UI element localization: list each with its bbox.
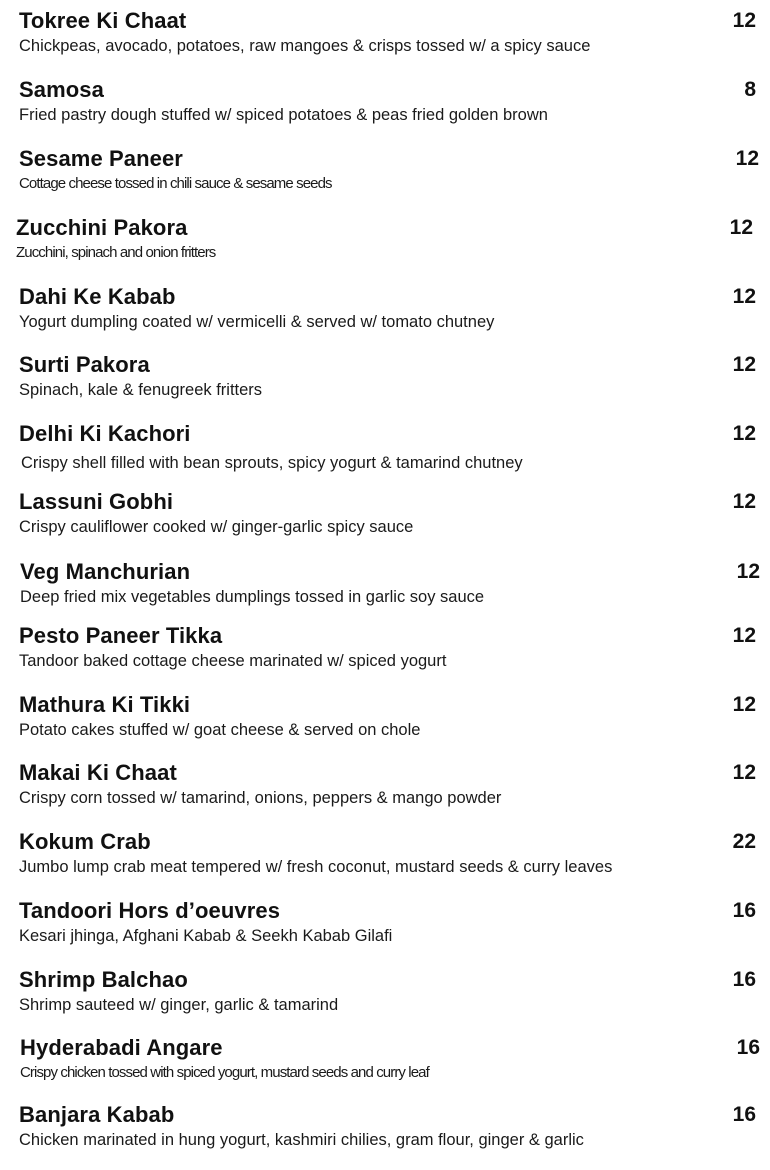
menu-item: [19, 489, 759, 549]
item-price: 16: [732, 968, 756, 991]
item-name: Makai Ki Chaat: [19, 760, 177, 785]
item-name: Tandoori Hors d’oeuvres: [19, 898, 281, 923]
item-description: Shrimp sauteed w/ ginger, garlic & tamarind: [19, 996, 339, 1014]
item-name: Tokree Ki Chaat: [19, 8, 187, 33]
menu-item: [19, 284, 759, 344]
item-description: Crispy cauliflower cooked w/ ginger-garlic spicy sauce: [19, 518, 414, 536]
item-price: 12: [732, 422, 756, 445]
item-description: Yogurt dumpling coated w/ vermicelli & served w/ tomato chutney: [19, 313, 495, 331]
item-description: Spinach, kale & fenugreek fritters: [19, 381, 263, 399]
item-description: Crispy chicken tossed with spiced yogurt, mustard seeds and curry leaf: [20, 1064, 429, 1081]
item-description: Crispy shell filled with bean sprouts, spicy yogurt & tamarind chutney: [21, 454, 523, 472]
item-name: Veg Manchurian: [20, 559, 191, 584]
item-name: Mathura Ki Tikki: [19, 692, 191, 717]
menu-item: [19, 146, 759, 206]
item-name: Banjara Kabab: [19, 1102, 175, 1127]
item-description: Potato cakes stuffed w/ goat cheese & served on chole: [19, 721, 421, 739]
item-name: Dahi Ke Kabab: [19, 284, 176, 309]
menu-item: [19, 760, 759, 820]
item-price: 12: [729, 216, 753, 239]
item-name: Hyderabadi Angare: [20, 1035, 223, 1060]
item-name: Sesame Paneer: [19, 146, 183, 171]
menu-item: [19, 967, 759, 1027]
item-price: 12: [732, 9, 756, 32]
item-price: 12: [732, 490, 756, 513]
item-description: Chicken marinated in hung yogurt, kashmiri chilies, gram flour, ginger & garlic: [19, 1131, 584, 1149]
menu-item: [19, 352, 759, 412]
menu-item: [19, 77, 759, 137]
item-price: 16: [736, 1036, 760, 1059]
item-price: 12: [732, 693, 756, 716]
item-description: Deep fried mix vegetables dumplings tossed in garlic soy sauce: [20, 588, 485, 606]
item-price: 12: [732, 624, 756, 647]
item-price: 12: [736, 560, 760, 583]
item-name: Pesto Paneer Tikka: [19, 623, 223, 648]
menu-item: [19, 8, 759, 68]
menu-item: [19, 421, 759, 481]
item-price: 8: [744, 78, 756, 101]
item-price: 12: [732, 761, 756, 784]
item-description: Zucchini, spinach and onion fritters: [16, 244, 216, 261]
item-price: 12: [732, 285, 756, 308]
item-price: 22: [732, 830, 756, 853]
item-name: Samosa: [19, 77, 104, 102]
menu-item: [19, 829, 759, 889]
item-price: 16: [732, 1103, 756, 1126]
item-description: Cottage cheese tossed in chili sauce & sesame seeds: [19, 175, 332, 192]
item-name: Delhi Ki Kachori: [19, 421, 191, 446]
item-name: Surti Pakora: [19, 352, 150, 377]
item-name: Shrimp Balchao: [19, 967, 188, 992]
item-description: Kesari jhinga, Afghani Kabab & Seekh Kabab Gilafi: [19, 927, 393, 945]
item-name: Zucchini Pakora: [16, 215, 188, 240]
menu-item: [19, 692, 759, 752]
item-price: 12: [732, 353, 756, 376]
item-name: Lassuni Gobhi: [19, 489, 174, 514]
menu-item: [20, 1035, 760, 1095]
menu-item: [19, 898, 759, 958]
item-description: Chickpeas, avocado, potatoes, raw mangoes & crisps tossed w/ a spicy sauce: [19, 37, 591, 55]
item-description: Fried pastry dough stuffed w/ spiced potatoes & peas fried golden brown: [19, 106, 548, 124]
item-description: Crispy corn tossed w/ tamarind, onions, peppers & mango powder: [19, 789, 502, 807]
menu-item: [19, 623, 759, 683]
item-price: 16: [732, 899, 756, 922]
item-name: Kokum Crab: [19, 829, 151, 854]
menu-item: [16, 215, 756, 275]
menu-item: [19, 1102, 759, 1162]
menu-item: [20, 559, 760, 619]
item-description: Jumbo lump crab meat tempered w/ fresh coconut, mustard seeds & curry leaves: [19, 858, 613, 876]
item-price: 12: [735, 147, 759, 170]
item-description: Tandoor baked cottage cheese marinated w/ spiced yogurt: [19, 652, 447, 670]
